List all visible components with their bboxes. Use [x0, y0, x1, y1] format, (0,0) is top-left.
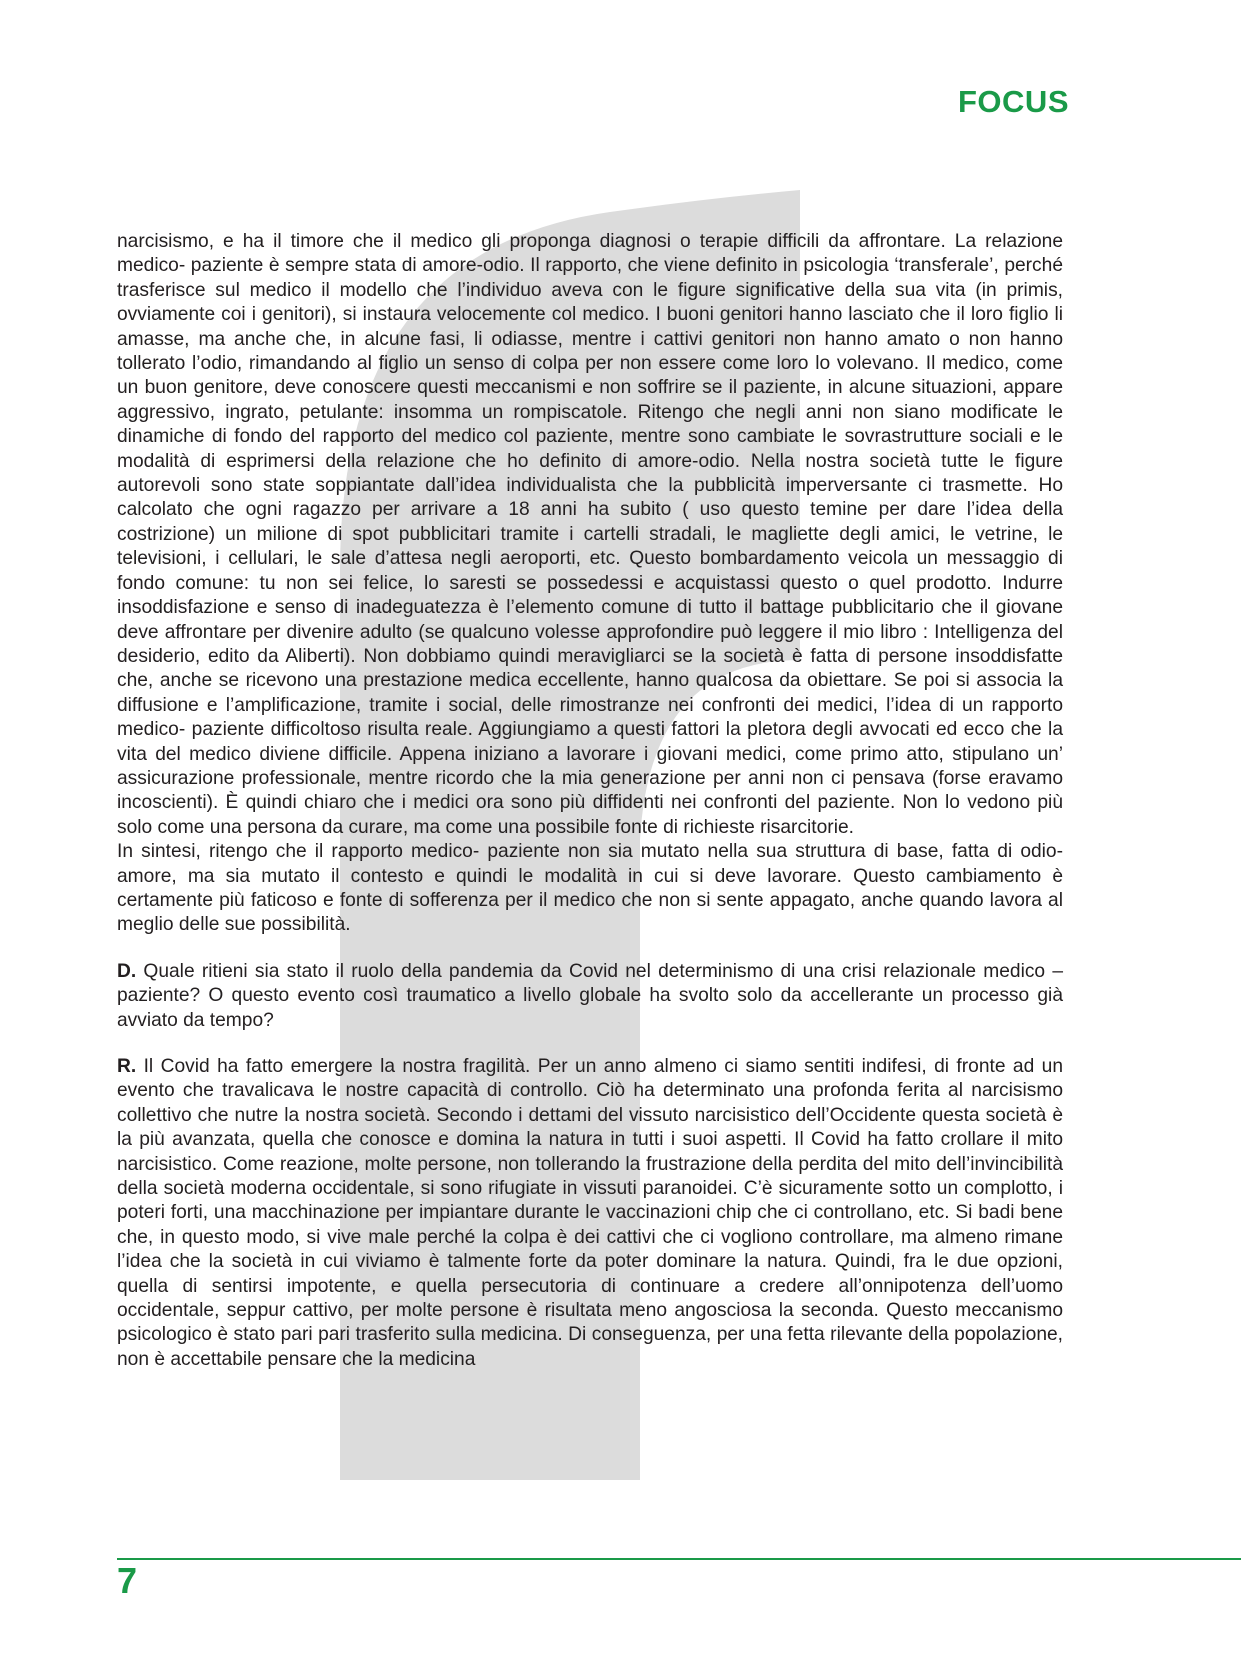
footer-divider [117, 1558, 1241, 1560]
question-paragraph [117, 960, 1063, 1033]
paragraph: In sintesi, ritengo che il rapporto medico- paziente non sia mutato nella sua struttura di base, fatta di odio-amore, ma sia mutato il contesto e quindi le modalità in cui si deve lavorare. Questo cambiamento è certamente più faticoso e fonte di sofferenza per il medico che non si sente appagato, anche quando lavora al meglio delle sue possibilità. [117, 841, 1063, 936]
page-number: 7 [117, 1560, 138, 1601]
question-label: D. [117, 960, 137, 982]
section-title: FOCUS [958, 84, 1069, 119]
question-text: Quale ritieni sia stato il ruolo della pandemia da Covid nel determinismo di una crisi relazionale medico – paziente? O questo evento così traumatico a livello globale ha svolto solo da accellerante un processo già avviato da tempo? [117, 960, 1063, 1031]
answer-paragraph [117, 1055, 1063, 1372]
answer-label: R. [117, 1056, 137, 1077]
article-body [117, 230, 1063, 1372]
answer-text: Il Covid ha fatto emergere la nostra fragilità. Per un anno almeno ci siamo sentiti indifesi, di fronte ad un evento che travalicava le nostre capacità di controllo. Ciò ha determinato una profonda ferita al narcisismo collettivo che nutre la nostra società. Secondo i dettami del vissuto narcisistico dell’Occidente questa società è la più avanzata, quella che conosce e domina la natura in tutti i suoi aspetti. Il Covid ha fatto crollare il mito narcisistico. Come reazione, molte persone, non tollerando la frustrazione della perdita del mito dell’invincibilità della società moderna occidentale, si sono rifugiate in vissuti paranoidei. C’è sicuramente sotto un complotto, i poteri forti, una macchinazione per impiantare durante le vaccinazioni chip che ci controllano, etc. Si badi bene che, in questo modo, si vive male perché la colpa è dei cattivi che ci vogliono controllare, ma almeno rimane l’idea che la società in cui viviamo è talmente forte da poter dominare la natura. Quindi, fra le due opzioni, quella di sentirsi impotente, e quella persecutoria di continuare a credere all’onnipotenza dell’uomo occidentale, seppur cattivo, per molte persone è risultata meno angosciosa la seconda. Questo meccanismo psicologico è stato pari pari trasferito sulla medicina. Di conseguenza, per una fetta rilevante della popolazione, non è accettabile pensare che la medicina [117, 1056, 1063, 1370]
paragraph: narcisismo, e ha il timore che il medico gli proponga diagnosi o terapie difficili da affrontare. La relazione medico- paziente è sempre stata di amore-odio. Il rapporto, che viene definito in psicologia ‘transferale’, perché trasferisce sul medico il modello che l’individuo aveva con le figure significative della sua vita (in primis, ovviamente coi i genitori), si instaura velocemente col medico. I buoni genitori hanno lasciato che il loro figlio li amasse, ma anche che, in alcune fasi, li odiasse, mentre i cattivi genitori non hanno amato o non hanno tollerato l’odio, rimandando al figlio un senso di colpa per non essere come loro lo volevano. Il medico, come un buon genitore, deve conoscere questi meccanismi e non soffrire se il paziente, in alcune situazioni, appare aggressivo, ingrato, petulante: insomma un rompiscatole. Ritengo che negli anni non siano modificate le dinamiche di fondo del rapporto del medico col paziente, mentre sono cambiate le sovrastrutture sociali e le modalità di esprimersi della relazione che ho definito di amore-odio. Nella nostra società tutte le figure autorevoli sono state soppiantate dall’idea individualista che la pubblicità imperversante ci trasmette. Ho calcolato che ogni ragazzo per arrivare a 18 anni ha subito ( uso questo temine per dare l’idea della costrizione) un milione di spot pubblicitari tramite i cartelli stradali, le magliette degli amici, le vetrine, le televisioni, i cellulari, le sale d’attesa negli aeroporti, etc. Questo bombardamento veicola un messaggio di fondo comune: tu non sei felice, lo saresti se possedessi e acquistassi questo o quel prodotto. Indurre insoddisfazione e senso di inadeguatezza è l’elemento comune di tutto il battage pubblicitario che il giovane deve affrontare per divenire adulto (se qualcuno volesse approfondire può leggere il mio libro : Intelligenza del desiderio, edito da Aliberti). Non dobbiamo quindi meravigliarci se la società è fatta di persone insoddisfatte che, anche se ricevono una prestazione medica eccellente, hanno qualcosa da obiettare. Se poi si associa la diffusione e l’amplificazione, tramite i social, delle rimostranze nei confronti dei medici, l’idea di un rapporto medico- paziente difficoltoso risulta reale. Aggiungiamo a questi fattori la pletora degli avvocati ed ecco che la vita del medico diviene difficile. Appena iniziano a lavorare i giovani medici, come primo atto, stipulano un’ assicurazione professionale, mentre ricordo che la mia generazione per anni non ci pensava (forse eravamo incoscienti). È quindi chiaro che i medici ora sono più diffidenti nei confronti del paziente. Non lo vedono più solo come una persona da curare, ma come una possibile fonte di richieste risarcitorie. [117, 231, 1063, 838]
